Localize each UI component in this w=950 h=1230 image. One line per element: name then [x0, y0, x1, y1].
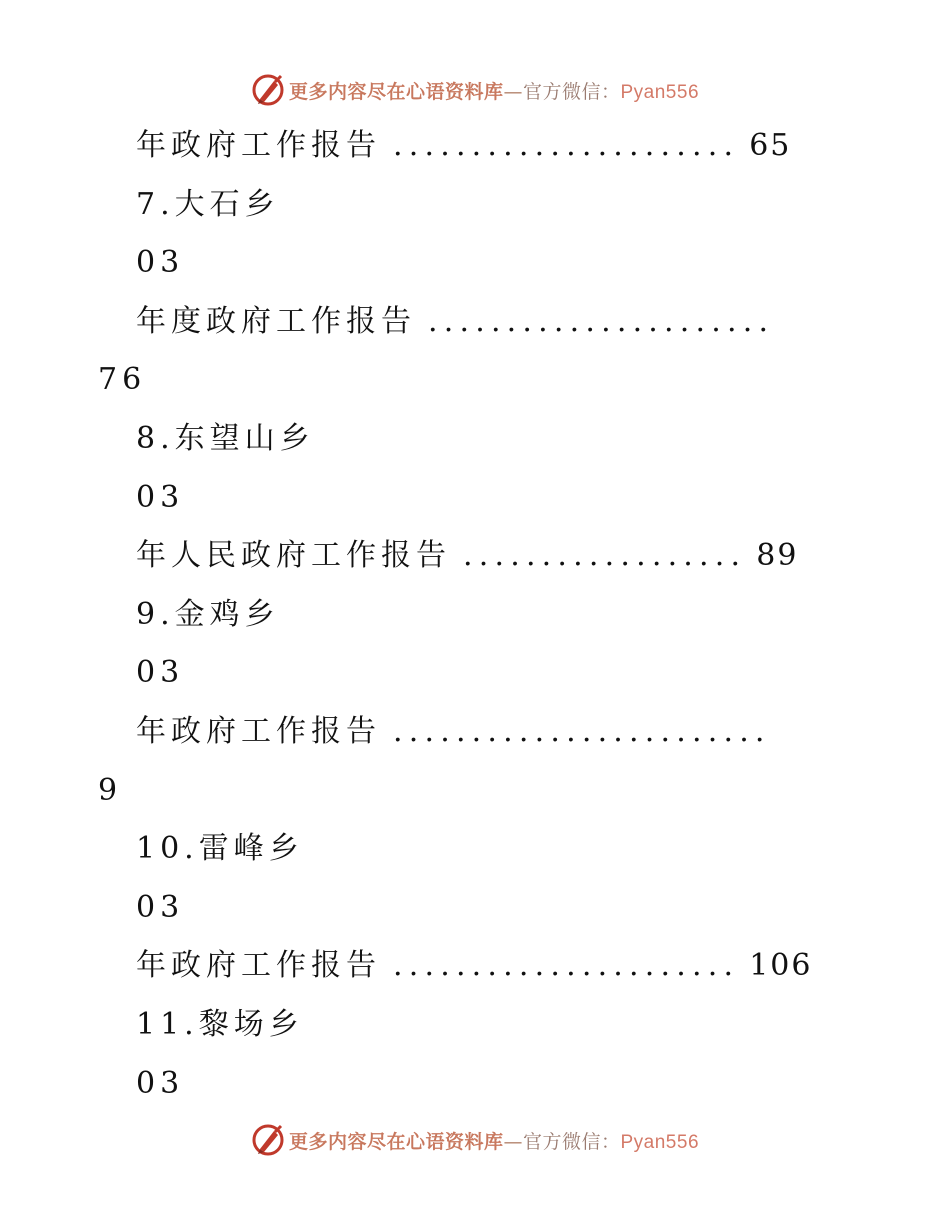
footer-watermark: [0, 1120, 950, 1160]
toc-leader-dots: ..................: [463, 538, 747, 574]
toc-section-heading: 9.金鸡乡: [136, 596, 280, 632]
toc-section-heading: 10.雷峰乡: [136, 831, 304, 867]
footer-dash: —: [503, 1130, 523, 1153]
toc-line: [0, 762, 950, 821]
header-dash: —: [503, 80, 523, 103]
toc-leader-dots: ........................: [393, 713, 771, 749]
toc-line: [0, 996, 950, 1055]
toc-page-number: 106: [749, 948, 813, 984]
toc-line: [0, 820, 950, 879]
toc-entry-text: 年人民政府工作报告: [136, 538, 451, 574]
toc-line: [0, 1055, 950, 1114]
footer-wechat-id: Pyan556: [620, 1131, 700, 1153]
toc-line: [0, 879, 950, 938]
toc-year-fragment: 03: [136, 1065, 185, 1101]
toc-section-heading: 7.大石乡: [136, 186, 280, 222]
header-wechat-label: 官方微信：: [522, 80, 621, 103]
toc-line: [0, 410, 950, 469]
toc-line: [0, 703, 950, 762]
toc-line: [0, 293, 950, 352]
toc-entry-text: 年政府工作报告: [136, 128, 381, 163]
toc-line: [0, 586, 950, 645]
footer-wechat-label: 官方微信：: [522, 1130, 621, 1153]
pen-logo-icon: [251, 73, 285, 107]
pen-logo-icon: [251, 1123, 285, 1157]
toc-page-number: 65: [749, 128, 792, 163]
toc-line: [0, 527, 950, 586]
toc-line: [0, 937, 950, 996]
header-wechat-id: Pyan556: [620, 81, 700, 103]
toc-line: [0, 469, 950, 528]
toc-page-number: 89: [756, 538, 799, 574]
toc-line: [0, 644, 950, 703]
toc-section-heading: 8.东望山乡: [136, 420, 315, 456]
toc-year-fragment: 03: [136, 479, 185, 515]
toc-line: [0, 234, 950, 293]
toc-year-fragment: 03: [136, 889, 185, 925]
toc-leader-dots: ......................: [428, 303, 775, 339]
toc-section-heading: 11.黎场乡: [136, 1006, 304, 1042]
toc-line: [0, 117, 950, 176]
toc-leader-dots: ......................: [393, 948, 740, 984]
footer-brand-text: 更多内容尽在心语资料库: [288, 1130, 504, 1153]
header-watermark: [0, 70, 950, 110]
toc-line: [0, 176, 950, 235]
toc-year-fragment: 03: [136, 245, 185, 281]
toc-page-number: 9: [98, 772, 123, 808]
toc-leader-dots: ......................: [393, 128, 740, 163]
toc-page-number: 76: [98, 362, 147, 398]
toc-entry-text: 年政府工作报告: [136, 948, 381, 984]
toc-line: [0, 351, 950, 410]
header-brand-text: 更多内容尽在心语资料库: [288, 80, 504, 103]
toc-entry-text: 年政府工作报告: [136, 713, 381, 749]
toc-entry-text: 年度政府工作报告: [136, 303, 416, 339]
toc-year-fragment: 03: [136, 655, 185, 691]
table-of-contents: [0, 117, 950, 1113]
